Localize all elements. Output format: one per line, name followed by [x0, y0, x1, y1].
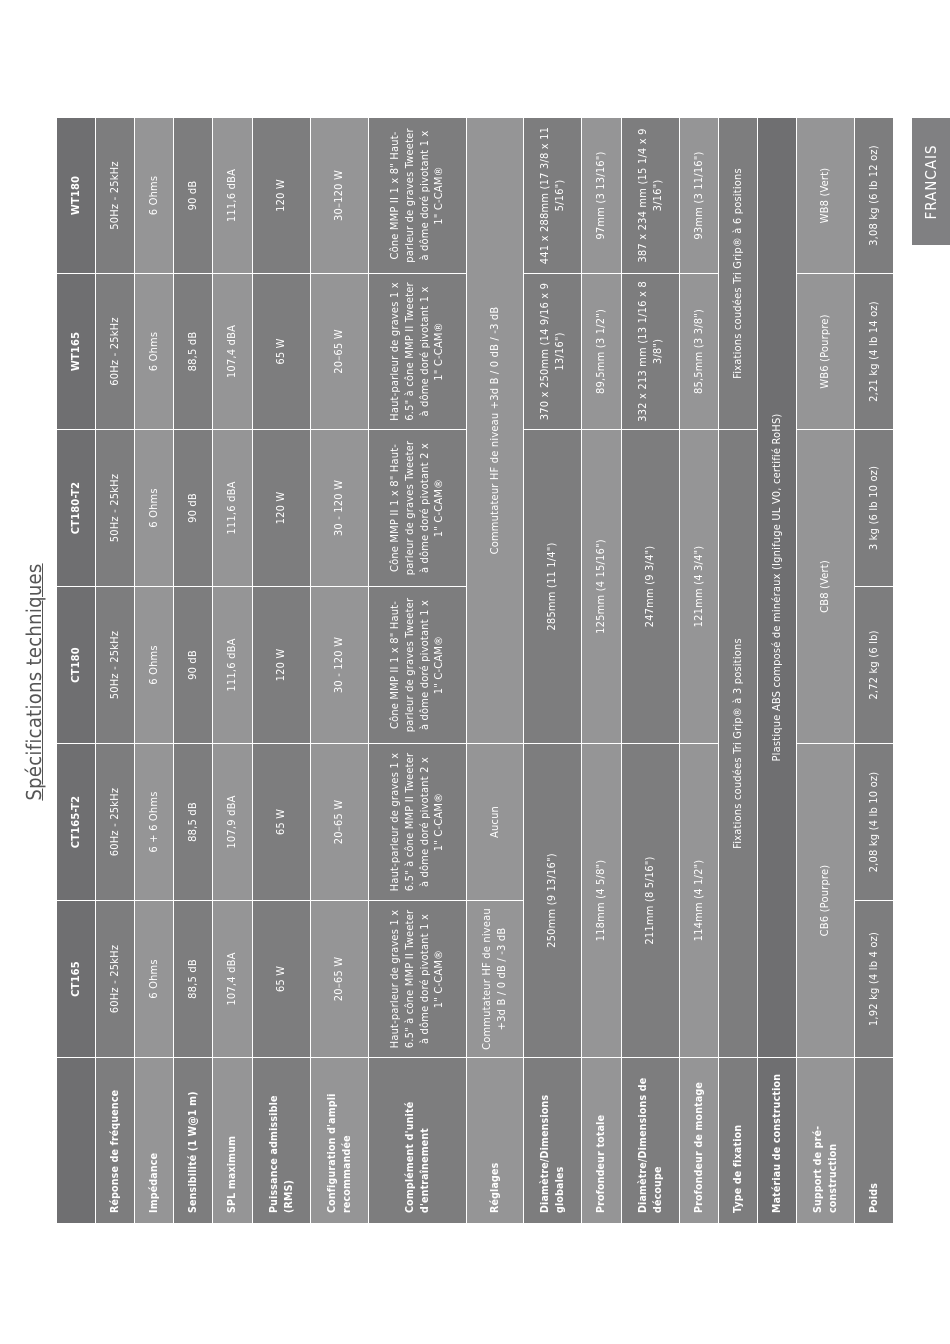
table-row — [797, 118, 855, 1224]
spec-cell: 60Hz - 25kHz — [96, 901, 135, 1058]
table-row — [582, 118, 622, 1224]
spec-cell: 88,5 dB — [174, 744, 213, 901]
spec-cell: 50Hz - 25kHz — [96, 430, 135, 587]
spec-cell: 107,4 dBA — [213, 274, 253, 430]
spec-cell: 107,4 dBA — [213, 901, 253, 1058]
row-label: Configuration d'ampli recommandée — [311, 1058, 369, 1224]
table-row — [758, 118, 797, 1224]
spec-cell: 30 - 120 W — [311, 587, 369, 744]
row-label: Réglages — [467, 1058, 524, 1224]
spec-cell: 6 Ohms — [135, 587, 174, 744]
spec-cell-merged: 121mm (4 3/4") — [680, 430, 719, 744]
table-row — [135, 118, 174, 1224]
table-row — [369, 118, 467, 1224]
row-label: Poids — [855, 1058, 894, 1224]
table-row — [719, 118, 758, 1224]
row-label: Profondeur de montage — [680, 1058, 719, 1224]
table-row — [680, 118, 719, 1224]
spec-cell: 50Hz - 25kHz — [96, 587, 135, 744]
spec-cell: Cône MMP II 1 x 8" Haut-parleur de graves Tweeter à dôme doré pivotant 1 x 1" C-CAM® — [369, 587, 467, 744]
spec-cell: 65 W — [253, 274, 311, 430]
table-row — [855, 118, 894, 1224]
spec-cell: WB8 (Vert) — [797, 118, 855, 274]
spec-cell-merged: 250mm (9 13/16") — [524, 744, 582, 1058]
model-header: CT165 — [57, 901, 96, 1058]
spec-cell: 6 Ohms — [135, 430, 174, 587]
spec-cell: 90 dB — [174, 118, 213, 274]
spec-cell: 2,72 kg (6 lb) — [855, 587, 894, 744]
spec-cell: 107,9 dBA — [213, 744, 253, 901]
spec-cell: Commutateur HF de niveau +3d B / 0 dB / -3 dB — [467, 901, 524, 1058]
row-label: Sensibilité (1 W@1 m) — [174, 1058, 213, 1224]
spec-cell: 65 W — [253, 744, 311, 901]
spec-cell: 3,08 kg (6 lb 12 oz) — [855, 118, 894, 274]
spec-table — [56, 117, 894, 1224]
spec-cell: 3 kg (6 lb 10 oz) — [855, 430, 894, 587]
row-label: Profondeur totale — [582, 1058, 622, 1224]
model-header: CT180-T2 — [57, 430, 96, 587]
spec-cell: 6 Ohms — [135, 118, 174, 274]
row-label: Puissance admissible (RMS) — [253, 1058, 311, 1224]
spec-cell: 85,5mm (3 3/8") — [680, 274, 719, 430]
model-header: WT180 — [57, 118, 96, 274]
spec-cell: 88,5 dB — [174, 901, 213, 1058]
table-row — [524, 118, 582, 1224]
spec-cell-merged: CB6 (Pourpre) — [797, 744, 855, 1058]
spec-cell: 6 Ohms — [135, 901, 174, 1058]
table-row — [96, 118, 135, 1224]
spec-cell: 90 dB — [174, 430, 213, 587]
spec-cell: Cône MMP II 1 x 8" Haut-parleur de graves Tweeter à dôme doré pivotant 1 x 1" C-CAM® — [369, 118, 467, 274]
table-row — [213, 118, 253, 1224]
spec-cell-merged: Fixations coudées Tri Grip® à 3 positions — [719, 430, 758, 1058]
spec-cell: 20–65 W — [311, 901, 369, 1058]
spec-cell: 441 x 288mm (17 3/8 x 11 5/16") — [524, 118, 582, 274]
spec-cell: 97mm (3 13/16") — [582, 118, 622, 274]
spec-cell: 88,5 dB — [174, 274, 213, 430]
row-label: Matériau de construction — [758, 1058, 797, 1224]
spec-cell: 60Hz - 25kHz — [96, 744, 135, 901]
spec-cell: Haut-parleur de graves 1 x 6.5" à cône MMP II Tweeter à dôme doré pivotant 1 x 1" C-CAM® — [369, 274, 467, 430]
model-header: CT165-T2 — [57, 744, 96, 901]
language-tab-label: FRANCAIS — [922, 143, 940, 220]
spec-cell: 2,08 kg (4 lb 10 oz) — [855, 744, 894, 901]
spec-cell: 90 dB — [174, 587, 213, 744]
spec-cell: Haut-parleur de graves 1 x 6.5" à cône MMP II Tweeter à dôme doré pivotant 1 x 1" C-CAM® — [369, 901, 467, 1058]
spec-cell: 60Hz - 25kHz — [96, 274, 135, 430]
spec-cell-merged: 125mm (4 15/16") — [582, 430, 622, 744]
spec-cell-merged: 247mm (9 3/4") — [622, 430, 680, 744]
row-label: Complément d'unité d'entraînement — [369, 1058, 467, 1224]
table-row — [311, 118, 369, 1224]
spec-cell: 93mm (3 11/16") — [680, 118, 719, 274]
table-row — [622, 118, 680, 1224]
model-header: WT165 — [57, 274, 96, 430]
spec-cell: Haut-parleur de graves 1 x 6.5" à cône MMP II Tweeter à dôme doré pivotant 2 x 1" C-CAM® — [369, 744, 467, 901]
language-tab — [912, 118, 950, 245]
spec-cell: 6 Ohms — [135, 274, 174, 430]
spec-cell: 1,92 kg (4 lb 4 oz) — [855, 901, 894, 1058]
spec-cell: 120 W — [253, 587, 311, 744]
spec-cell-merged: Plastique ABS composé de minéraux (Ignifuge UL V0, certifié RoHS) — [758, 118, 797, 1058]
table-row — [467, 118, 524, 1224]
row-label: Impédance — [135, 1058, 174, 1224]
spec-cell-merged: Fixations coudées Tri Grip® à 6 positions — [719, 118, 758, 430]
spec-cell-merged: 211mm (8 5/16") — [622, 744, 680, 1058]
spec-cell: 111,6 dBA — [213, 587, 253, 744]
row-label: Diamètre/Dimensions de découpe — [622, 1058, 680, 1224]
spec-cell: 6 + 6 Ohms — [135, 744, 174, 901]
spec-cell: 332 x 213 mm (13 1/16 x 8 3/8") — [622, 274, 680, 430]
row-label: Réponse de fréquence — [96, 1058, 135, 1224]
spec-cell-merged: 118mm (4 5/8") — [582, 744, 622, 1058]
row-label: SPL maximum — [213, 1058, 253, 1224]
spec-cell: 50Hz - 25kHz — [96, 118, 135, 274]
spec-cell: 89,5mm (3 1/2") — [582, 274, 622, 430]
page-title: Spécifications techniques — [22, 563, 46, 801]
spec-table-rotated — [56, 118, 893, 1224]
spec-cell: 30–120 W — [311, 118, 369, 274]
header-corner — [57, 1058, 96, 1224]
row-label: Diamètre/Dimensions globales — [524, 1058, 582, 1224]
spec-cell-merged: 114mm (4 1/2") — [680, 744, 719, 1058]
row-label: Type de fixation — [719, 1058, 758, 1224]
spec-cell: 20–65 W — [311, 744, 369, 901]
model-header: CT180 — [57, 587, 96, 744]
spec-cell: 2,21 kg (4 lb 14 oz) — [855, 274, 894, 430]
header-row — [57, 118, 96, 1224]
spec-cell: 111,6 dBA — [213, 118, 253, 274]
spec-cell: 120 W — [253, 118, 311, 274]
table-row — [253, 118, 311, 1224]
spec-cell: 387 x 234 mm (15 1/4 x 9 3/16") — [622, 118, 680, 274]
spec-cell-merged: CB8 (Vert) — [797, 430, 855, 744]
spec-cell: WB6 (Pourpre) — [797, 274, 855, 430]
spec-cell: 65 W — [253, 901, 311, 1058]
spec-cell: Aucun — [467, 744, 524, 901]
row-label: Support de pré-construction — [797, 1058, 855, 1224]
spec-cell: Cône MMP II 1 x 8" Haut-parleur de graves Tweeter à dôme doré pivotant 2 x 1" C-CAM® — [369, 430, 467, 587]
spec-cell-merged: 285mm (11 1/4") — [524, 430, 582, 744]
spec-cell: 20–65 W — [311, 274, 369, 430]
spec-cell: 370 x 250mm (14 9/16 x 9 13/16") — [524, 274, 582, 430]
spec-cell-merged: Commutateur HF de niveau +3d B / 0 dB / -3 dB — [467, 118, 524, 744]
spec-cell: 120 W — [253, 430, 311, 587]
spec-cell: 30 - 120 W — [311, 430, 369, 587]
spec-cell: 111,6 dBA — [213, 430, 253, 587]
table-row — [174, 118, 213, 1224]
